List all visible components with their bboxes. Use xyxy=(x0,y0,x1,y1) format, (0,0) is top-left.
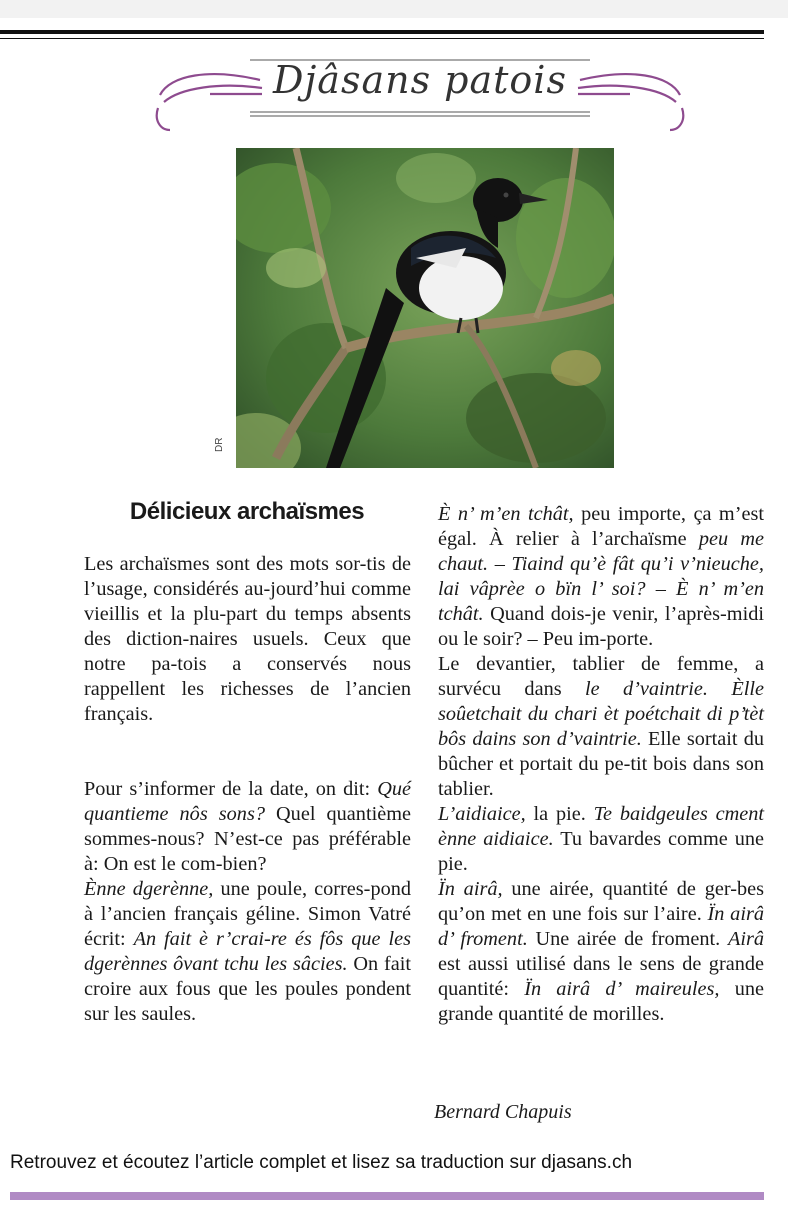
footer-note: Retrouvez et écoutez l’article complet et lisez sa traduction sur djasans.ch xyxy=(10,1152,633,1173)
article-column-left xyxy=(84,552,411,1027)
italic-phrase: Airâ xyxy=(727,928,765,950)
banner-title: Djâsans patois xyxy=(273,58,567,102)
header-rule-thin xyxy=(0,38,764,39)
italic-phrase: Ïn airâ d’ froment. xyxy=(438,903,764,950)
paragraph: Les archaïsmes sont des mots sor-tis de l’usage, considérés au-jourd’hui comme vieillis et la plu-part du temps absents des diction-naires usuels. Ceux que notre pa-tois a conservés nous rappellent les richesses de l’ancien français. xyxy=(84,553,411,725)
italic-phrase: peu me chaut. – Tiaind qu’è fât qu’i v’nieuche, lai vâprèe o bïn l’ soi? – È n’ m’en tchât. xyxy=(438,528,764,625)
italic-phrase: Ïn airâ d’ maireules, xyxy=(524,978,720,1000)
italic-phrase: Qué quantieme nôs sons? xyxy=(84,778,411,825)
paragraph: Pour s’informer de la date, on dit: Qué quantieme nôs sons? Quel quantième sommes-nous? N’est-ce pas préférable à: On est le com-bien? xyxy=(84,778,411,875)
paragraph: L’aidiaice, la pie. Te baidgeules cment ènne aidiaice. Tu bavardes comme une pie. xyxy=(438,803,764,875)
paragraph: Le devantier, tablier de femme, a survécu dans le d’vaintrie. Èlle soûetchait du chari èt poétchait di p’tèt bôs dains son d’vaintrie. Elle sortait du bûcher et portait du pe-tit bois dans son tablier. xyxy=(438,653,764,800)
author-signature: Bernard Chapuis xyxy=(434,1101,572,1123)
article-title: Délicieux archaïsmes xyxy=(129,498,365,525)
italic-phrase: Ènne dgerènne, xyxy=(84,878,214,900)
article-column-right xyxy=(438,502,764,1027)
paragraph: Ènne dgerènne, une poule, corres-pond à l’ancien français géline. Simon Vatré écrit: An fait è r’crai-re és fôs que les dgerènnes ôvant tchu les sâcies. On fait croire aux fous que les poules pondent sur les saules. xyxy=(84,878,412,1025)
header-rule-thick xyxy=(0,30,764,34)
footer-bar xyxy=(10,1192,764,1200)
italic-phrase: An fait è r’crai-re és fôs que les dgerènnes ôvant tchu les sâcies. xyxy=(84,928,411,975)
italic-phrase: Te baidgeules cment ènne aidiaice. xyxy=(438,803,764,850)
top-strip xyxy=(0,0,788,18)
magpie-photo xyxy=(236,148,614,468)
section-banner xyxy=(150,50,690,140)
paragraph: È n’ m’en tchât, peu importe, ça m’est égal. À relier à l’archaïsme peu me chaut. – Tiaind qu’è fât qu’i v’nieuche, lai vâprèe o bïn l’ soi? – È n’ m’en tchât. Quand dois-je venir, l’après-midi ou le soir? – Peu im-porte. xyxy=(438,503,764,650)
italic-phrase: L’aidiaice, xyxy=(438,803,526,825)
italic-phrase: È n’ m’en tchât, xyxy=(438,503,574,525)
magpie-icon xyxy=(236,148,614,468)
paragraph: Ïn airâ, une airée, quantité de ger-bes qu’on met en une fois sur l’aire. Ïn airâ d’ froment. Une airée de froment. Airâ est aussi utilisé dans le sens de grande quantité: Ïn airâ d’ maireules, une grande quantité de morilles. xyxy=(438,878,765,1025)
photo-credit: DR xyxy=(214,437,225,452)
italic-phrase: Ïn airâ, xyxy=(438,878,503,900)
italic-phrase: le d’vaintrie. Èlle soûetchait du chari èt poétchait di p’tèt bôs dains son d’vaintrie. xyxy=(438,678,764,750)
